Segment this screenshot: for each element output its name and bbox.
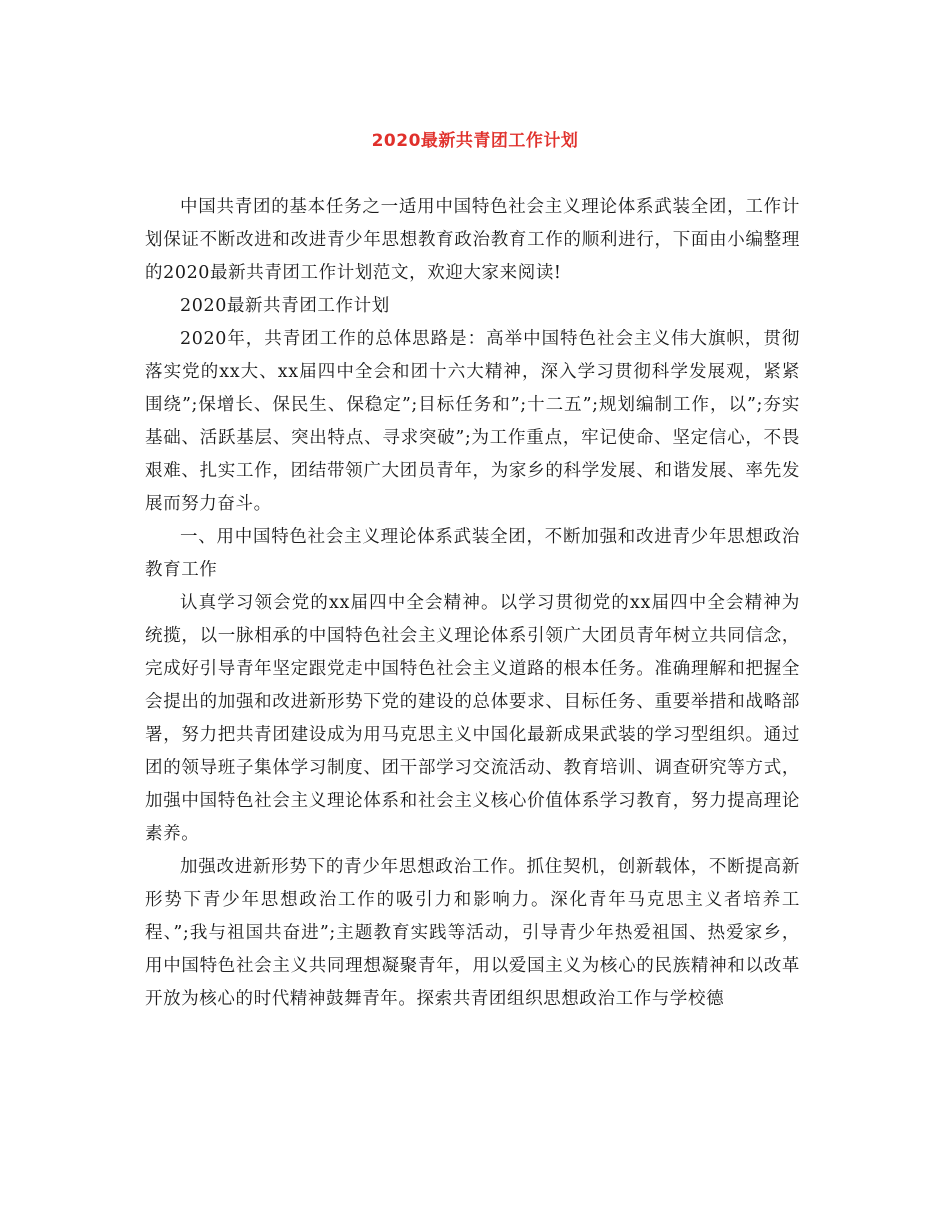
ideology-paragraph: 加强改进新形势下的青少年思想政治工作。抓住契机，创新载体，不断提高新形势下青少年思想政治工作的吸引力和影响力。深化青年马克思主义者培养工程、”;我与祖国共奋进”;主题教育实践等活动，引导青少年热爱祖国、热爱家乡，用中国特色社会主义共同理想凝聚青年，用以爱国主义为核心的民族精神和以改革开放为核心的时代精神鼓舞青年。探索共青团组织思想政治工作与学校德	[145, 857, 800, 1009]
document-title: 2020最新共青团工作计划	[371, 131, 579, 151]
study-paragraph: 认真学习领会党的xx届四中全会精神。以学习贯彻党的xx届四中全会精神为统揽，以一脉相承的中国特色社会主义理论体系引领广大团员青年树立共同信念，完成好引导青年坚定跟党走中国特色社会主义道路的根本任务。准确理解和把握全会提出的加强和改进新形势下党的建设的总体要求、目标任务、重要举措和战略部署，努力把共青团建设成为用马克思主义中国化最新成果武装的学习型组织。通过团的领导班子集体学习制度、团干部学习交流活动、教育培训、调查研究等方式，加强中国特色社会主义理论体系和社会主义核心价值体系学习教育，努力提高理论素养。	[145, 593, 800, 844]
intro-paragraph: 中国共青团的基本任务之一适用中国特色社会主义理论体系武装全团，工作计划保证不断改进和改进青少年思想教育政治教育工作的顺利进行，下面由小编整理的2020最新共青团工作计划范文，欢迎大家来阅读!	[145, 197, 800, 283]
section-heading: 2020最新共青团工作计划	[180, 296, 390, 316]
overview-paragraph: 2020年，共青团工作的总体思路是：高举中国特色社会主义伟大旗帜，贯彻落实党的xx大、xx届四中全会和团十六大精神，深入学习贯彻科学发展观，紧紧围绕”;保增长、保民生、保稳定”;目标任务和”;十二五”;规划编制工作，以”;夯实基础、活跃基层、突出特点、寻求突破”;为工作重点，牢记使命、坚定信心，不畏艰难、扎实工作，团结带领广大团员青年，为家乡的科学发展、和谐发展、率先发展而努力奋斗。	[145, 329, 800, 514]
document-body	[145, 191, 800, 1016]
section-one-heading: 一、用中国特色社会主义理论体系武装全团，不断加强和改进青少年思想政治教育工作	[145, 527, 800, 580]
